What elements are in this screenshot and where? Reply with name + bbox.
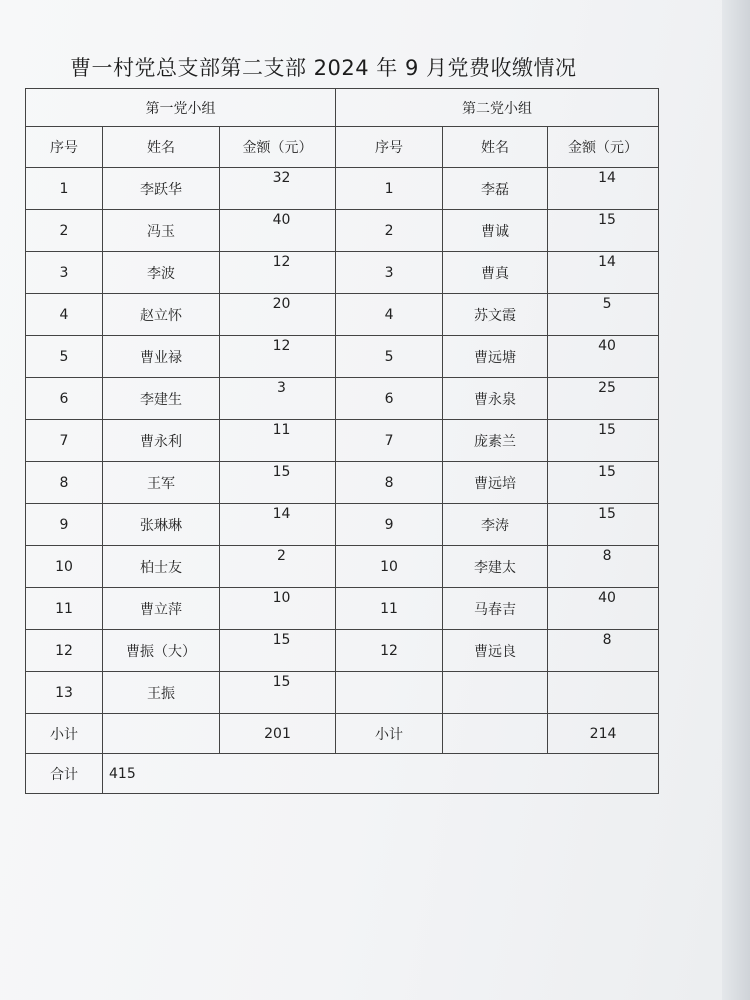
group2-amount-cell: 15 — [548, 210, 659, 252]
group1-amount-cell: 32 — [220, 168, 336, 210]
column-header-row — [26, 127, 659, 168]
group2-name-cell: 苏文霞 — [443, 294, 548, 336]
group2-name-header: 姓名 — [443, 127, 548, 168]
table-row — [26, 420, 659, 462]
group1-name-cell: 曹振（大） — [103, 630, 220, 672]
group1-seq-cell: 1 — [26, 168, 103, 210]
group2-name-cell: 曹远培 — [443, 462, 548, 504]
group2-seq-cell: 9 — [336, 504, 443, 546]
group1-amount-header: 金额（元） — [220, 127, 336, 168]
group2-seq-cell: 4 — [336, 294, 443, 336]
group2-amount-header: 金额（元） — [548, 127, 659, 168]
table-row — [26, 378, 659, 420]
group1-amount-cell: 12 — [220, 336, 336, 378]
group1-seq-header: 序号 — [26, 127, 103, 168]
group2-subtotal-value: 214 — [548, 714, 659, 754]
subtotal-row — [26, 714, 659, 754]
table-row — [26, 336, 659, 378]
group1-amount-cell: 14 — [220, 504, 336, 546]
group2-seq-cell: 12 — [336, 630, 443, 672]
group1-seq-cell: 8 — [26, 462, 103, 504]
group2-subtotal-label: 小计 — [336, 714, 443, 754]
group2-amount-cell: 15 — [548, 462, 659, 504]
group2-name-cell: 曹真 — [443, 252, 548, 294]
group1-name-cell: 张琳琳 — [103, 504, 220, 546]
table-row — [26, 630, 659, 672]
group2-amount-cell: 5 — [548, 294, 659, 336]
group2-name-cell: 曹远塘 — [443, 336, 548, 378]
group2-name-cell: 曹远良 — [443, 630, 548, 672]
group1-seq-cell: 7 — [26, 420, 103, 462]
group2-amount-cell: 14 — [548, 168, 659, 210]
group2-seq-cell: 6 — [336, 378, 443, 420]
group1-header: 第一党小组 — [26, 89, 336, 127]
group1-name-cell: 赵立怀 — [103, 294, 220, 336]
group1-seq-cell: 12 — [26, 630, 103, 672]
group2-seq-cell: 2 — [336, 210, 443, 252]
group2-seq-header: 序号 — [336, 127, 443, 168]
background-shadow — [720, 0, 750, 1000]
group2-amount-cell: 40 — [548, 336, 659, 378]
group1-seq-cell: 10 — [26, 546, 103, 588]
table-row — [26, 504, 659, 546]
group1-seq-cell: 5 — [26, 336, 103, 378]
group2-seq-cell: 11 — [336, 588, 443, 630]
group1-name-cell: 冯玉 — [103, 210, 220, 252]
group2-seq-cell: 5 — [336, 336, 443, 378]
table-row — [26, 462, 659, 504]
group1-seq-cell: 6 — [26, 378, 103, 420]
group2-amount-cell: 15 — [548, 504, 659, 546]
group2-amount-cell: 8 — [548, 546, 659, 588]
table-row — [26, 546, 659, 588]
group2-amount-cell: 14 — [548, 252, 659, 294]
group1-amount-cell: 40 — [220, 210, 336, 252]
group2-name-cell — [443, 672, 548, 714]
dues-table — [25, 88, 659, 794]
group1-seq-cell: 3 — [26, 252, 103, 294]
group2-name-cell: 曹诚 — [443, 210, 548, 252]
group-header-row — [26, 89, 659, 127]
table-row — [26, 588, 659, 630]
group1-name-cell: 王军 — [103, 462, 220, 504]
group2-amount-cell: 8 — [548, 630, 659, 672]
group1-subtotal-label: 小计 — [26, 714, 103, 754]
group1-name-cell: 曹永利 — [103, 420, 220, 462]
table-row — [26, 672, 659, 714]
group1-name-cell: 柏士友 — [103, 546, 220, 588]
group1-amount-cell: 2 — [220, 546, 336, 588]
group1-amount-cell: 15 — [220, 462, 336, 504]
group1-subtotal-value: 201 — [220, 714, 336, 754]
group2-name-cell: 马春吉 — [443, 588, 548, 630]
group1-amount-cell: 12 — [220, 252, 336, 294]
grand-total-row — [26, 754, 659, 794]
table-row — [26, 252, 659, 294]
group2-amount-cell: 40 — [548, 588, 659, 630]
group2-seq-cell — [336, 672, 443, 714]
group1-amount-cell: 15 — [220, 672, 336, 714]
group2-name-cell: 李磊 — [443, 168, 548, 210]
group1-seq-cell: 13 — [26, 672, 103, 714]
group2-seq-cell: 8 — [336, 462, 443, 504]
group1-amount-cell: 3 — [220, 378, 336, 420]
group1-name-cell: 曹业禄 — [103, 336, 220, 378]
grand-total-label: 合计 — [26, 754, 103, 794]
group1-name-header: 姓名 — [103, 127, 220, 168]
grand-total-value: 415 — [103, 754, 659, 794]
group1-amount-cell: 10 — [220, 588, 336, 630]
page-title: 曹一村党总支部第二支部 2024 年 9 月党费收缴情况 — [70, 56, 577, 80]
group2-amount-cell: 25 — [548, 378, 659, 420]
group2-name-cell: 李涛 — [443, 504, 548, 546]
group1-seq-cell: 11 — [26, 588, 103, 630]
group1-subtotal-blank — [103, 714, 220, 754]
group2-amount-cell: 15 — [548, 420, 659, 462]
group1-seq-cell: 4 — [26, 294, 103, 336]
group2-name-cell: 李建太 — [443, 546, 548, 588]
group2-subtotal-blank — [443, 714, 548, 754]
group1-amount-cell: 20 — [220, 294, 336, 336]
group1-amount-cell: 11 — [220, 420, 336, 462]
group1-name-cell: 李建生 — [103, 378, 220, 420]
table-row — [26, 210, 659, 252]
table-row — [26, 294, 659, 336]
group2-seq-cell: 10 — [336, 546, 443, 588]
group1-name-cell: 李跃华 — [103, 168, 220, 210]
group2-seq-cell: 7 — [336, 420, 443, 462]
group2-name-cell: 曹永泉 — [443, 378, 548, 420]
group1-name-cell: 李波 — [103, 252, 220, 294]
group2-name-cell: 庞素兰 — [443, 420, 548, 462]
group2-seq-cell: 3 — [336, 252, 443, 294]
group1-amount-cell: 15 — [220, 630, 336, 672]
group1-name-cell: 曹立萍 — [103, 588, 220, 630]
group1-seq-cell: 2 — [26, 210, 103, 252]
group2-amount-cell — [548, 672, 659, 714]
group2-seq-cell: 1 — [336, 168, 443, 210]
group1-name-cell: 王振 — [103, 672, 220, 714]
table-row — [26, 168, 659, 210]
group1-seq-cell: 9 — [26, 504, 103, 546]
group2-header: 第二党小组 — [336, 89, 659, 127]
